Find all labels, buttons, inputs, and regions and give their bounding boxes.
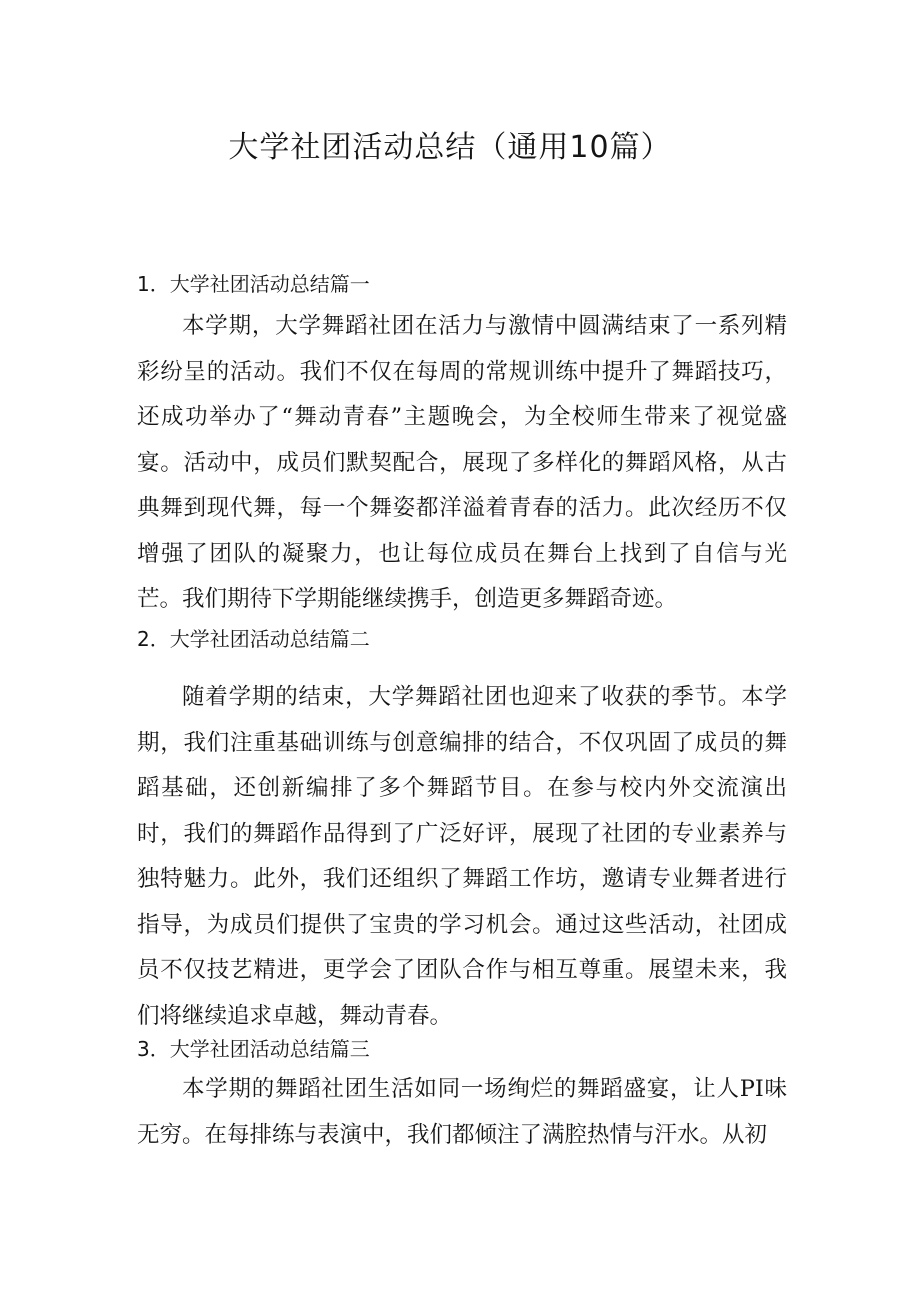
section-body-2: 随着学期的结束，大学舞蹈社团也迎来了收获的季节。本学期，我们注重基础训练与创意编排的结合，不仅巩固了成员的舞蹈基础，还创新编排了多个舞蹈节目。在参与校内外交流演出时，我们的舞蹈作品得到了广泛好评，展现了社团的专业素养与独特魅力。此外，我们还组织了舞蹈工作坊，邀请专业舞者进行指导，为成员们提供了宝贵的学习机会。通过这些活动，社团成员不仅技艺精进，更学会了团队合作与相互尊重。展望未来，我们将继续追求卓越，舞动青春。 bbox=[137, 684, 787, 1029]
document-title: 大学社团活动总结（通用10篇） bbox=[228, 130, 672, 165]
section-heading-1: 1．大学社团活动总结篇一 bbox=[137, 272, 370, 296]
section-body-3: 本学期的舞蹈社团生活如同一场绚烂的舞蹈盛宴，让人PI味无穷。在每排练与表演中，我们都倾注了满腔热情与汗水。从初 bbox=[137, 1076, 787, 1148]
section-body-1: 本学期，大学舞蹈社团在活力与激情中圆满结束了一系列精彩纷呈的活动。我们不仅在每周的常规训练中提升了舞蹈技巧，还成功举办了“舞动青春”主题晚会，为全校师生带来了视觉盛宴。活动中，成员们默契配合，展现了多样化的舞蹈风格，从古典舞到现代舞，每一个舞姿都洋溢着青春的活力。此次经历不仅增强了团队的凝聚力，也让每位成员在舞台上找到了自信与光芒。我们期待下学期能继续携手，创造更多舞蹈奇迹。 bbox=[137, 313, 787, 612]
section-heading-2: 2．大学社团活动总结篇二 bbox=[137, 627, 370, 651]
section-heading-3: 3．大学社团活动总结篇三 bbox=[137, 1037, 370, 1061]
